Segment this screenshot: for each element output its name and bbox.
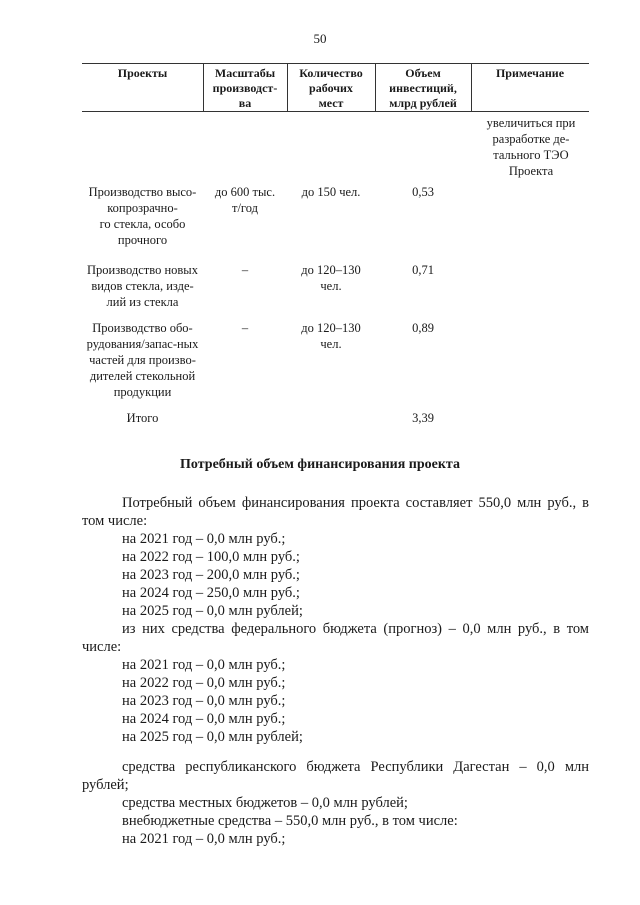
row-workplaces: до 120–130 чел. (301, 263, 361, 293)
row-project: Производство обо- рудования/запас-ных частей для произво- дителей стекольной продукции (86, 321, 199, 399)
header-top-rule (82, 63, 589, 64)
list-item: на 2022 год – 100,0 млн руб.; (122, 549, 300, 565)
header-projects: Проекты (117, 66, 168, 80)
note-continuation: увеличиться при разработке де- тального ТЭО Проекта (486, 116, 576, 178)
header-investment: Объем инвестиций, млрд рублей (389, 66, 457, 110)
paragraph-intro: Потребный объем финансирования проекта составляет 550,0 млн руб., в (122, 495, 589, 511)
paragraph-republic: средства республиканского бюджета Республики Дагестан – 0,0 млн (122, 759, 589, 775)
header-note: Примечание (495, 66, 565, 80)
row-scale: – (241, 321, 249, 335)
list-item: на 2025 год – 0,0 млн рублей; (122, 603, 303, 619)
total-value: 3,39 (412, 411, 434, 425)
row-investment: 0,53 (412, 185, 434, 199)
list-item: на 2021 год – 0,0 млн руб.; (122, 531, 286, 547)
row-workplaces: до 150 чел. (301, 185, 361, 199)
total-label: Итого (126, 411, 159, 425)
paragraph-republic-cont: рублей; (82, 777, 129, 793)
header-bottom-rule (82, 111, 589, 112)
paragraph-intro-cont: том числе: (82, 513, 148, 529)
row-project: Производство новых видов стекла, изде- лий из стекла (87, 263, 198, 309)
row-workplaces: до 120–130 чел. (301, 321, 361, 351)
row-scale: до 600 тыс. т/год (214, 185, 276, 215)
row-investment: 0,71 (412, 263, 434, 277)
list-item: на 2025 год – 0,0 млн рублей; (122, 729, 303, 745)
row-investment: 0,89 (412, 321, 434, 335)
list-item: на 2021 год – 0,0 млн руб.; (122, 657, 286, 673)
list-item: на 2022 год – 0,0 млн руб.; (122, 675, 286, 691)
paragraph-local: средства местных бюджетов – 0,0 млн рублей; (122, 795, 408, 811)
list-item: на 2023 год – 200,0 млн руб.; (122, 567, 300, 583)
header-scale: Масштабы производст- ва (212, 66, 278, 110)
header-workplaces: Количество рабочих мест (299, 66, 363, 110)
paragraph-federal-cont: числе: (82, 639, 122, 655)
row-project: Производство высо- копрозрачно- го стекла, особо прочного (88, 185, 197, 247)
list-item: на 2021 год – 0,0 млн руб.; (122, 831, 286, 847)
row-scale: – (241, 263, 249, 277)
paragraph-extra: внебюджетные средства – 550,0 млн руб., в том числе: (122, 813, 458, 829)
list-item: на 2024 год – 0,0 млн руб.; (122, 711, 286, 727)
list-item: на 2023 год – 0,0 млн руб.; (122, 693, 286, 709)
list-item: на 2024 год – 250,0 млн руб.; (122, 585, 300, 601)
paragraph-federal: из них средства федерального бюджета (прогноз) – 0,0 млн руб., в том (122, 621, 589, 637)
page-number: 50 (313, 31, 327, 46)
section-title: Потребный объем финансирования проекта (180, 457, 460, 472)
